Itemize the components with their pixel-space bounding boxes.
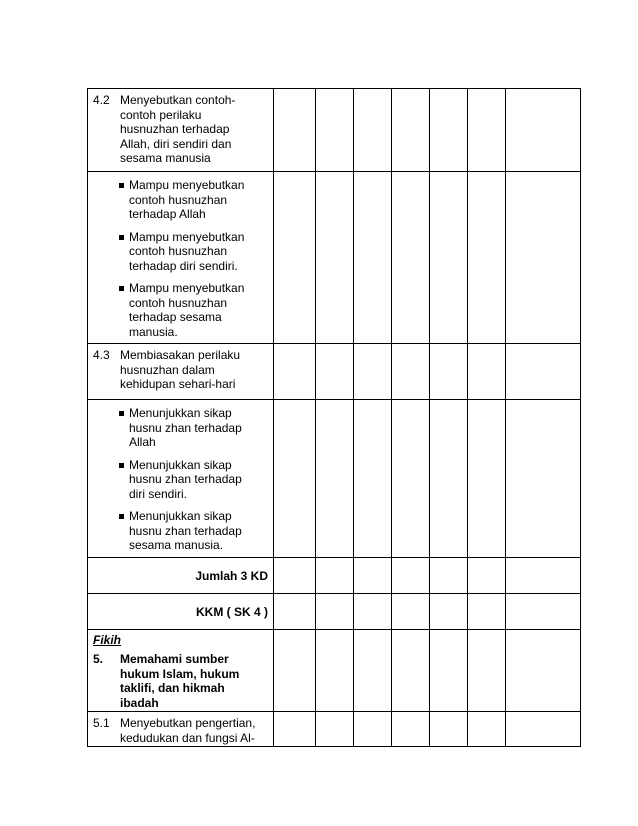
standard-text: Memahami sumber hukum Islam, hukum taklifi, dan hikmah ibadah — [120, 652, 240, 710]
indicator-item: Menunjukkan sikap husnu zhan terhadap diri sendiri. — [118, 458, 269, 502]
score-cell — [506, 557, 581, 593]
score-cell — [392, 344, 430, 400]
score-cell — [468, 629, 506, 712]
score-cell — [392, 89, 430, 172]
score-cell — [468, 593, 506, 629]
score-cell — [354, 344, 392, 400]
score-cell — [274, 629, 316, 712]
score-cell — [316, 344, 354, 400]
section-cell — [88, 629, 274, 712]
score-cell — [274, 172, 316, 344]
score-cell — [430, 593, 468, 629]
score-cell — [392, 593, 430, 629]
table-row — [88, 629, 581, 712]
score-cell — [354, 172, 392, 344]
score-cell — [468, 557, 506, 593]
score-cell — [506, 712, 581, 747]
indicator-cell — [88, 400, 274, 558]
score-cell — [506, 629, 581, 712]
competency-number: 4.2 — [93, 93, 110, 107]
score-cell — [392, 712, 430, 747]
competency-cell — [88, 712, 274, 747]
score-cell — [354, 712, 392, 747]
score-cell — [316, 400, 354, 558]
indicator-item: Menunjukkan sikap husnu zhan terhadap sesama manusia. — [118, 509, 269, 553]
table-row — [88, 344, 581, 400]
bullet-icon — [119, 463, 124, 468]
score-cell — [274, 400, 316, 558]
score-cell — [506, 400, 581, 558]
indicator-list — [88, 178, 269, 339]
score-cell — [354, 400, 392, 558]
indicator-item: Mampu menyebutkan contoh husnuzhan terhadap diri sendiri. — [118, 230, 269, 274]
table-row — [88, 593, 581, 629]
bullet-icon — [119, 411, 124, 416]
score-cell — [316, 593, 354, 629]
score-cell — [468, 89, 506, 172]
indicator-item: Menunjukkan sikap husnu zhan terhadap Allah — [118, 406, 269, 450]
score-cell — [274, 344, 316, 400]
score-cell — [430, 712, 468, 747]
bullet-icon — [119, 183, 124, 188]
score-cell — [354, 593, 392, 629]
score-cell — [392, 172, 430, 344]
score-cell — [506, 172, 581, 344]
score-cell — [316, 629, 354, 712]
score-cell — [430, 344, 468, 400]
score-cell — [316, 712, 354, 747]
score-cell — [392, 629, 430, 712]
score-cell — [316, 557, 354, 593]
table-row — [88, 712, 581, 747]
score-cell — [430, 400, 468, 558]
summary-label: KKM ( SK 4 ) — [196, 604, 268, 619]
table-row — [88, 89, 581, 172]
score-cell — [316, 172, 354, 344]
table-row — [88, 557, 581, 593]
competency-cell — [88, 344, 274, 400]
table-row — [88, 172, 581, 344]
indicator-cell — [88, 172, 274, 344]
competency-text: Membiasakan perilaku husnuzhan dalam kehidupan sehari-hari — [120, 348, 241, 391]
score-cell — [506, 593, 581, 629]
assessment-table — [87, 88, 581, 747]
summary-cell — [88, 593, 274, 629]
indicator-list — [88, 406, 269, 553]
competency-number: 4.3 — [93, 348, 110, 362]
score-cell — [392, 400, 430, 558]
competency-cell — [88, 89, 274, 172]
bullet-icon — [119, 286, 124, 291]
score-cell — [468, 712, 506, 747]
indicator-item: Mampu menyebutkan contoh husnuzhan terhadap Allah — [118, 178, 269, 222]
score-cell — [274, 593, 316, 629]
score-cell — [506, 89, 581, 172]
score-cell — [354, 629, 392, 712]
score-cell — [468, 344, 506, 400]
competency-text: Menyebutkan pengertian, kedudukan dan fungsi Al- — [120, 716, 256, 745]
score-cell — [274, 712, 316, 747]
indicator-item: Mampu menyebutkan contoh husnuzhan terhadap sesama manusia. — [118, 281, 269, 339]
score-cell — [506, 344, 581, 400]
summary-label: Jumlah 3 KD — [195, 568, 268, 583]
score-cell — [430, 89, 468, 172]
summary-cell — [88, 557, 274, 593]
score-cell — [354, 89, 392, 172]
score-cell — [430, 172, 468, 344]
bullet-icon — [119, 514, 124, 519]
score-cell — [392, 557, 430, 593]
score-cell — [316, 89, 354, 172]
score-cell — [468, 172, 506, 344]
competency-number: 5.1 — [93, 716, 110, 730]
standard-number: 5. — [93, 652, 104, 666]
section-heading: Fikih — [93, 632, 122, 647]
competency-text: Menyebutkan contoh- contoh perilaku husnuzhan terhadap Allah, diri sendiri dan sesama manusia — [120, 93, 236, 165]
score-cell — [430, 629, 468, 712]
score-cell — [468, 400, 506, 558]
score-cell — [274, 89, 316, 172]
bullet-icon — [119, 235, 124, 240]
score-cell — [430, 557, 468, 593]
score-cell — [354, 557, 392, 593]
table-row — [88, 400, 581, 558]
score-cell — [274, 557, 316, 593]
